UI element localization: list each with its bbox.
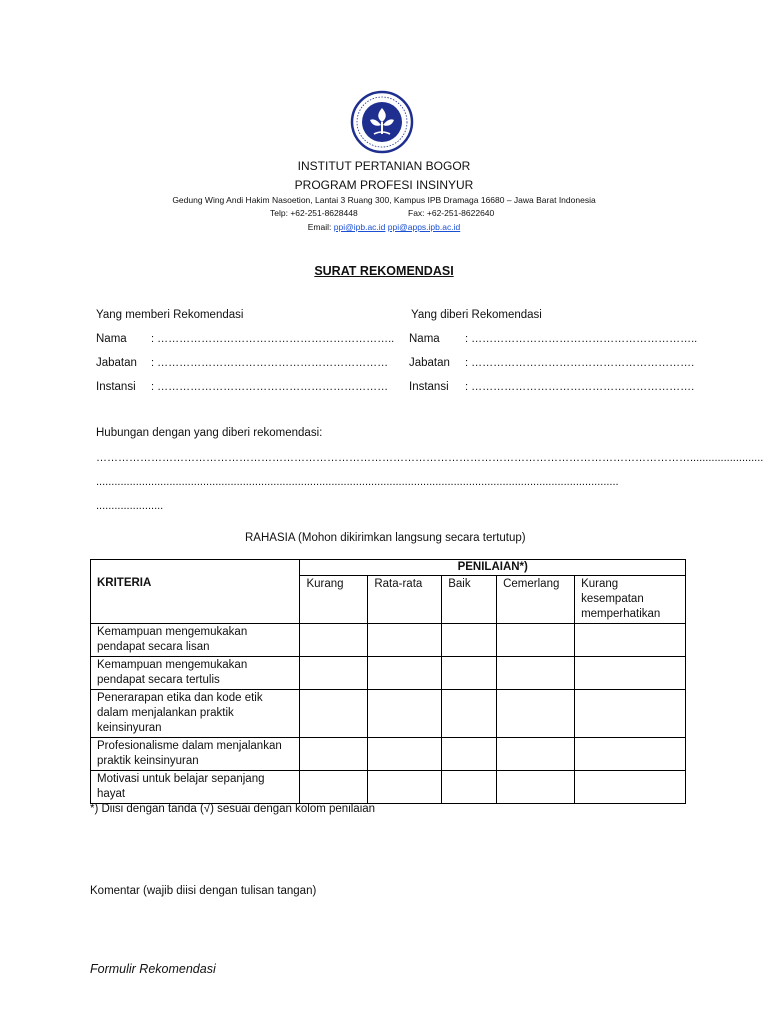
rating-cell[interactable] — [442, 657, 497, 690]
rating-cell[interactable] — [575, 657, 686, 690]
rating-cell[interactable] — [300, 738, 368, 771]
giver-position-field[interactable]: : ……………………………………………………… — [151, 357, 389, 369]
rating-cell[interactable] — [442, 738, 497, 771]
institution-name: INSTITUT PERTANIAN BOGOR — [297, 159, 471, 173]
table-row — [91, 690, 686, 738]
giver-institution-label: Instansi — [96, 381, 136, 393]
relationship-line-3[interactable]: ...................... — [96, 500, 164, 512]
criteria-cell: Kemampuan mengemukakan pendapat secara tertulis — [91, 657, 300, 690]
rating-cell[interactable] — [497, 657, 575, 690]
rating-cell[interactable] — [575, 771, 686, 804]
program-name: PROGRAM PROFESI INSINYUR — [294, 178, 474, 192]
receiver-position-field[interactable]: : ……………………………………………………. — [465, 357, 695, 369]
rating-cell[interactable] — [497, 624, 575, 657]
rating-cell[interactable] — [368, 624, 442, 657]
telp: Telp: +62-251-8628448 — [270, 208, 358, 218]
rating-cell[interactable] — [368, 657, 442, 690]
rating-cell[interactable] — [497, 738, 575, 771]
fax: Fax: +62-251-8622640 — [408, 208, 495, 218]
address: Gedung Wing Andi Hakim Nasoetion, Lantai 3 Ruang 300, Kampus IPB Dramaga 16680 – Jawa Barat Indonesia — [172, 195, 596, 205]
rating-cell[interactable] — [575, 624, 686, 657]
rating-cell[interactable] — [442, 771, 497, 804]
rating-cell[interactable] — [497, 771, 575, 804]
table-row — [91, 624, 686, 657]
assessment-table — [90, 559, 686, 804]
document-title: SURAT REKOMENDASI — [314, 264, 454, 278]
comment-label: Komentar (wajib diisi dengan tulisan tangan) — [90, 885, 317, 897]
email-link-1[interactable]: ppi@ipb.ac.id — [333, 222, 386, 232]
col-header-cemerlang: Cemerlang — [497, 576, 575, 624]
col-header-kurang-kesempatan: Kurang kesempatan memperhatikan — [575, 576, 686, 624]
rating-cell[interactable] — [300, 771, 368, 804]
receiver-position-label: Jabatan — [409, 357, 450, 369]
relationship-line-1[interactable]: ………………………………………………………………………………………………………………………………………………........................ — [96, 452, 764, 464]
table-row — [91, 657, 686, 690]
rating-cell[interactable] — [497, 690, 575, 738]
relationship-line-2[interactable]: ........................................................................................................................................................................... — [96, 476, 619, 488]
giver-name-label: Nama — [96, 333, 127, 345]
rating-cell[interactable] — [300, 690, 368, 738]
rating-cell[interactable] — [442, 690, 497, 738]
rating-cell[interactable] — [442, 624, 497, 657]
receiver-name-field[interactable]: : …………………………………………………….. — [465, 333, 698, 345]
receiver-institution-label: Instansi — [409, 381, 449, 393]
giver-position-label: Jabatan — [96, 357, 137, 369]
table-footnote: *) Diisi dengan tanda (√) sesuai dengan kolom penilaian — [90, 803, 376, 815]
confidential-note: RAHASIA (Mohon dikirimkan langsung secara tertutup) — [245, 532, 526, 544]
email-link-2[interactable]: ppi@apps.ipb.ac.id — [387, 222, 461, 232]
assessment-group-header: PENILAIAN*) — [300, 560, 686, 576]
col-header-baik: Baik — [442, 576, 497, 624]
rating-cell[interactable] — [368, 690, 442, 738]
receiver-institution-field[interactable]: : ……………………………………………………. — [465, 381, 695, 393]
rating-cell[interactable] — [368, 738, 442, 771]
table-row — [91, 738, 686, 771]
relationship-label: Hubungan dengan yang diberi rekomendasi: — [96, 427, 323, 439]
criteria-cell: Profesionalisme dalam menjalankan praktik keinsinyuran — [91, 738, 300, 771]
criteria-cell: Penerarapan etika dan kode etik dalam menjalankan praktik keinsinyuran — [91, 690, 300, 738]
email-label: Email: — [307, 222, 332, 232]
rating-cell[interactable] — [575, 738, 686, 771]
criteria-cell: Kemampuan mengemukakan pendapat secara lisan — [91, 624, 300, 657]
receiver-name-label: Nama — [409, 333, 440, 345]
giver-name-field[interactable]: : ……………………………………………………….. — [151, 333, 395, 345]
rating-cell[interactable] — [300, 657, 368, 690]
col-header-rata-rata: Rata-rata — [368, 576, 442, 624]
criteria-cell: Motivasi untuk belajar sepanjang hayat — [91, 771, 300, 804]
criteria-header: KRITERIA — [91, 560, 300, 624]
giver-institution-field[interactable]: : ……………………………………………………… — [151, 381, 389, 393]
receiver-heading: Yang diberi Rekomendasi — [411, 309, 542, 321]
table-row — [91, 771, 686, 804]
col-header-kurang: Kurang — [300, 576, 368, 624]
rating-cell[interactable] — [368, 771, 442, 804]
email-line — [0, 222, 768, 232]
rating-cell[interactable] — [575, 690, 686, 738]
form-footer: Formulir Rekomendasi — [90, 962, 216, 976]
ipb-logo — [350, 90, 414, 154]
rating-cell[interactable] — [300, 624, 368, 657]
giver-heading: Yang memberi Rekomendasi — [96, 309, 244, 321]
